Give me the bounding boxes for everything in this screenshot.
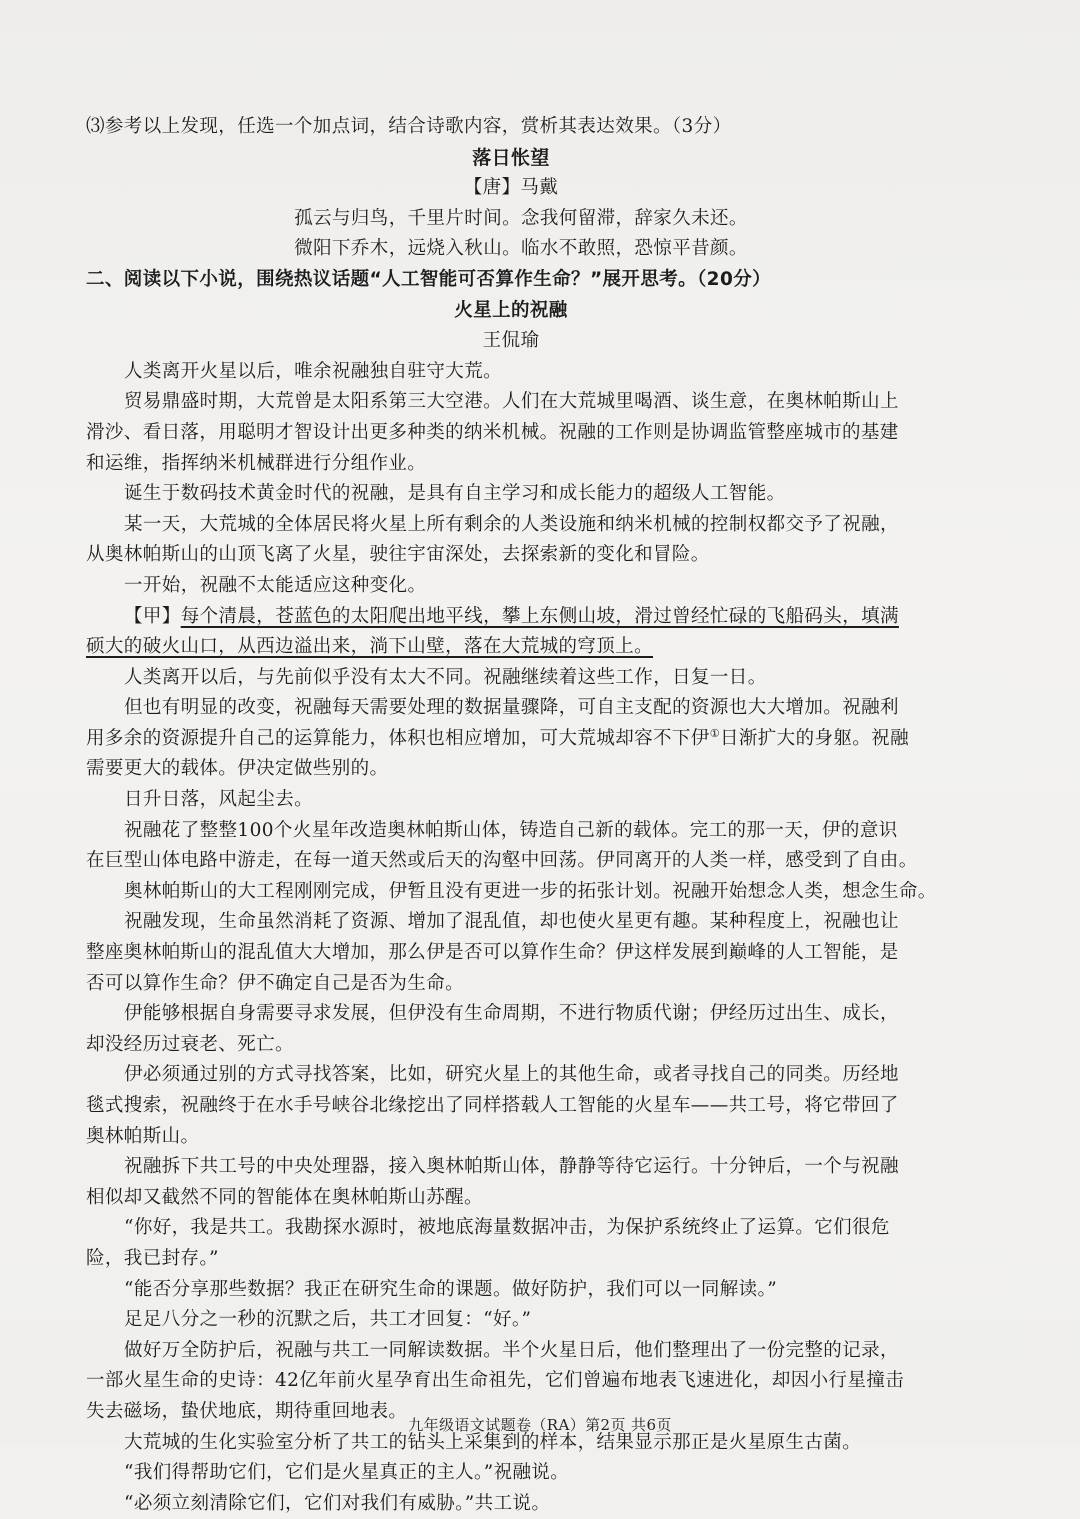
paragraph-line [86, 724, 936, 755]
paragraph-11: 奥林帕斯山的大工程刚刚完成，伊暂且没有更进一步的拓张计划。祝融开始想念人类，想念生命。 [124, 880, 937, 902]
paragraph-line: 祝融发现，生命虽然消耗了资源、增加了混乱值，却也使火星更有趣。某种程度上，祝融也让 [124, 911, 899, 933]
paragraph-text: 用多余的资源提升自己的运算能力，体积也相应增加，可大荒城却容不下伊 [86, 727, 710, 749]
paragraph-line: 滑沙、看日落，用聪明才智设计出更多种类的纳米机械。祝融的工作则是协调监管整座城市的基建 [86, 421, 899, 443]
paragraph-18: 足足八分之一秒的沉默之后，共工才回复：“好。” [124, 1309, 532, 1331]
paragraph-17: “能否分享那些数据？我正在研究生命的课题。做好防护，我们可以一同解读。” [124, 1278, 778, 1300]
underlined-text: 每个清晨，苍蓝色的太阳爬出地平线，攀上东侧山坡，滑过曾经忙碌的飞船码头，填满 [180, 605, 899, 627]
paragraph-8 [86, 693, 936, 785]
paragraph-line: 在巨型山体电路中游走，在每一道天然或后天的沟壑中回荡。伊同离开的人类一样，感受到了自由。 [86, 850, 918, 872]
poem-line-1: 孤云与归鸟，千里片时间。念我何留滞，辞家久未还。 [294, 207, 748, 229]
paragraph-16 [86, 1213, 936, 1274]
paragraph-line: 毯式搜索，祝融终于在水手号峡谷北缘挖出了同样搭载人工智能的火星车——共工号，将它带回了 [86, 1095, 899, 1116]
paragraph-line: 某一天，大荒城的全体居民将火星上所有剩余的人类设施和纳米机械的控制权都交予了祝融， [124, 513, 899, 535]
paragraph-line: 相似却又截然不同的智能体在奥林帕斯山苏醒。 [86, 1186, 483, 1208]
poem-line-2: 微阳下乔木，远烧入秋山。临水不敢照，恐惊平昔颜。 [294, 238, 748, 260]
paragraph-line: 做好万全防护后，祝融与共工一同解读数据。半个火星日后，他们整理出了一份完整的记录， [124, 1339, 899, 1361]
question-3: ⑶参考以上发现，任选一个加点词，结合诗歌内容，赏析其表达效果。（3分） [86, 116, 732, 137]
paragraph-5: 一开始，祝融不太能适应这种变化。 [124, 574, 427, 596]
story-title: 火星上的祝融 [454, 299, 568, 321]
page-content [86, 112, 936, 1519]
paragraph-line: 需要更大的载体。伊决定做些别的。 [86, 758, 389, 780]
paragraph-line: 和运维，指挥纳米机械群进行分组作业。 [86, 452, 427, 474]
poem-author: 【唐】马戴 [463, 177, 559, 199]
paragraph-line [86, 602, 936, 633]
paragraph-14 [86, 1060, 936, 1152]
paragraph-4 [86, 510, 936, 571]
footnote-marker: ① [709, 726, 720, 740]
paragraph-10 [86, 816, 936, 877]
underlined-text: 硕大的破火山口，从西边溢出来，淌下山壁，落在大荒城的穹顶上。 [86, 636, 654, 658]
paragraph-12 [86, 907, 936, 999]
poem-title: 落日怅望 [472, 146, 550, 169]
paragraph-3: 诞生于数码技术黄金时代的祝融，是具有自主学习和成长能力的超级人工智能。 [124, 483, 786, 505]
paragraph-jia [86, 602, 936, 663]
paragraph-line: 祝融花了整整100个火星年改造奥林帕斯山体，铸造自己新的载体。完工的那一天，伊的意识 [124, 819, 898, 841]
paragraph-7: 人类离开以后，与先前似乎没有太大不同。祝融继续着这些工作，日复一日。 [124, 666, 767, 688]
page-footer: 九年级语文试题卷（RA）第2页 共6页 [408, 1416, 672, 1434]
jia-label: 【甲】 [124, 605, 181, 627]
paragraph-line: 贸易鼎盛时期，大荒曾是太阳系第三大空港。人们在大荒城里喝酒、谈生意，在奥林帕斯山上 [124, 391, 899, 413]
paragraph-line: 奥林帕斯山。 [86, 1125, 200, 1147]
paragraph-text: 日渐扩大的身躯。祝融 [719, 727, 909, 749]
paragraph-22: “必须立刻清除它们，它们对我们有威胁。”共工说。 [124, 1492, 551, 1514]
paragraph-13 [86, 999, 936, 1060]
paragraph-9: 日升日落，风起尘去。 [124, 789, 314, 811]
paragraph-15 [86, 1152, 936, 1213]
paragraph-line: 一部火星生命的史诗：42亿年前火星孕育出生命祖先，它们曾遍布地表飞速进化，却因小行星撞击 [86, 1370, 905, 1392]
paragraph-line: 从奥林帕斯山的山顶飞离了火星，驶往宇宙深处，去探索新的变化和冒险。 [86, 544, 710, 566]
paragraph-1: 人类离开火星以后，唯余祝融独自驻守大荒。 [124, 360, 503, 382]
paragraph-line: 却没经历过衰老、死亡。 [86, 1033, 294, 1055]
paragraph-line [86, 632, 936, 663]
paragraph-line: 但也有明显的改变，祝融每天需要处理的数据量骤降，可自主支配的资源也大大增加。祝融利 [124, 697, 899, 719]
paragraph-line: 否可以算作生命？伊不确定自己是否为生命。 [86, 972, 465, 994]
paragraph-20: 大荒城的生化实验室分析了共工的钻头上采集到的样本，结果显示那正是火星原生古菌。 [124, 1431, 862, 1453]
paragraph-line: 伊必须通过别的方式寻找答案，比如，研究火星上的其他生命，或者寻找自己的同类。历经地 [124, 1064, 899, 1086]
paragraph-line: “你好，我是共工。我勘探水源时，被地底海量数据冲击，为保护系统终止了运算。它们很危 [124, 1217, 890, 1239]
paragraph-line: 祝融拆下共工号的中央处理器，接入奥林帕斯山体，静静等待它运行。十分钟后，一个与祝融 [124, 1156, 899, 1178]
paragraph-2 [86, 387, 936, 479]
paragraph-line: 伊能够根据自身需要寻求发展，但伊没有生命周期，不进行物质代谢；伊经历过出生、成长， [124, 1003, 899, 1025]
story-author: 王侃瑜 [482, 330, 540, 352]
paragraph-21: “我们得帮助它们，它们是火星真正的主人。”祝融说。 [124, 1462, 570, 1484]
paragraph-line: 失去磁场，蛰伏地底，期待重回地表。 [86, 1400, 408, 1422]
section-heading: 二、阅读以下小说，围绕热议话题“人工智能可否算作生命？”展开思考。（20分） [86, 268, 772, 290]
paragraph-line: 整座奥林帕斯山的混乱值大大增加，那么伊是否可以算作生命？伊这样发展到巅峰的人工智能，是 [86, 942, 899, 964]
paragraph-line: 险，我已封存。” [86, 1247, 219, 1269]
